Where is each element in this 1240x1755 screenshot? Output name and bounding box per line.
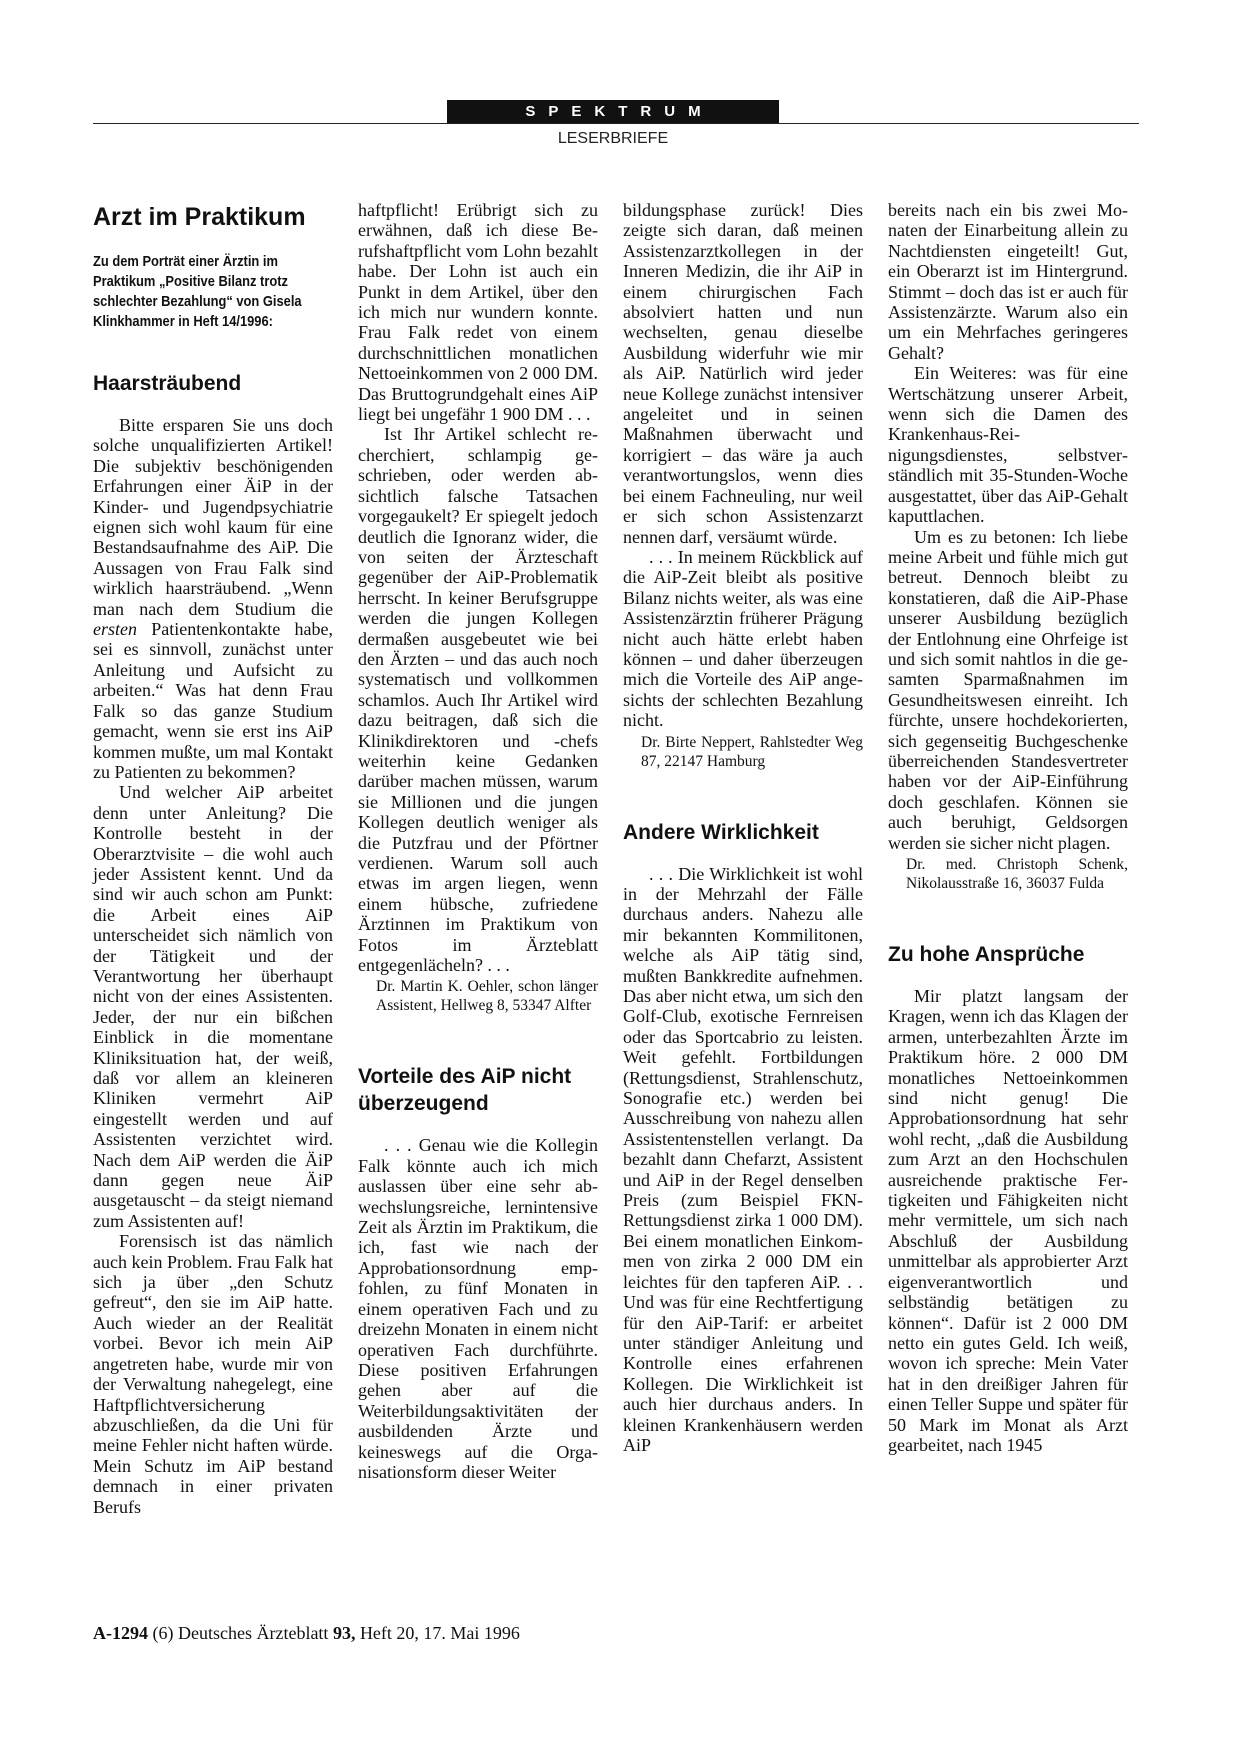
column-4 — [888, 200, 1128, 1455]
column-2 — [358, 200, 598, 1482]
paragraph: bereits nach ein bis zwei Monaten der Einarbeitung allein zu Nachtdiensten eingeteilt! Gut, ein Oberarzt ist im Hintergrund. Stimmt – doch das ist er auch für Assistenzärzte. Warum also ein um ein Mehrfaches geringeres Gehalt? — [888, 200, 1128, 363]
letter-heading: Haarsträubend — [93, 372, 242, 395]
volume-number: 93, — [332, 1623, 356, 1643]
letter-signature: Dr. med. Christoph Schenk, Nikolausstraße 16, 36037 Fulda — [906, 856, 1128, 892]
page-footer — [93, 1623, 993, 1644]
paragraph: bildungsphase zurück! Dies zeigte sich daran, daß meinen Assistenzarztkollegen in der Inneren Medizin, die ihr AiP in einem chirurgischen Fach absolviert hatten und nun wechselten, genau dieselbe Ausbildung widerfuhr wie mir als AiP. Natürlich wird jeder neue Kollege zunächst intensiver angeleitet und in seinen Maßnahmen überwacht und korrigiert – das wäre ja auch verantwortungslos, wenn dies bei einem Fachneuling, nur weil er sich schon Assistenzarzt nennen darf, versäumt würde. — [623, 200, 863, 547]
emphasis: ersten — [93, 619, 137, 640]
paragraph: . . . Die Wirklichkeit ist wohl in der Mehrzahl der Fälle durchaus anders. Nahezu alle mir bekannten Kommilitonen, welche als AiP tätig sind, mußten Bankkredite aufnehmen. Das aber nicht etwa, um sich den Golf-Club, exotische Fernreisen oder das Sportcabrio zu leisten. Weit gefehlt. Fortbildungen (Rettungsdienst, Strahlenschutz, Sonografie etc.) werden bei Ausschreibung von nahezu allen Assistentenstellen verlangt. Da bezahlt dann Chefarzt, Assistent und AiP in der Regel denselben Preis (zum Beispiel FKN-Rettungsdienst zirka 1 000 DM). Bei einem monatlichen Einkommen von zirka 2 000 DM ein leichtes für den tapferen AiP. . . Und was für eine Rechtfertigung für den AiP-Tarif: er arbeitet unter ständiger Anleitung und Kontrolle eines erfahrenen Kollegen. Die Wirklichkeit ist auch hier durchaus anders. In kleinen Krankenhäusern werden AiP — [623, 863, 863, 1455]
column-3 — [623, 200, 863, 1455]
paragraph: . . . Genau wie die Kollegin Falk könnte auch ich mich auslassen über eine sehr abwechslungsreiche, lernintensive Zeit als Ärztin im Praktikum, die ich, fast wie nach der Approbationsordnung empfohlen, zu fünf Monaten in einem operativen Fach und zu dreizehn Monaten in einem nicht operativen Fach durchführte. Diese positiven Erfahrungen gehen aber auf die Weiterbildungsaktivitäten der ausbildenden Ärzte und keineswegs auf die Organisationsform dieser Weiter — [358, 1135, 598, 1482]
paragraph: Um es zu betonen: Ich liebe meine Arbeit und fühle mich gut betreut. Dennoch bleibt zu konstatieren, daß die AiP-Phase unserer Ausbildung bezüglich der Entlohnung eine Ohrfeige ist und sich somit nahtlos in die gesamten Sparmaßnahmen im Gesundheitswesen einreiht. Ich fürchte, unsere hochdekorierten, sich gegenseitig Buchgeschenke überreichenden Standesvertreter haben vor der AiP-Einführung doch geschlafen. Können sie auch beruhigt, Geldsorgen werden sie sicher nicht plagen. — [888, 526, 1128, 853]
letter-heading: Zu hohe Ansprüche — [888, 943, 1085, 966]
paragraph: Ist Ihr Artikel schlecht recherchiert, schlampig geschrieben, oder werden absichtlich falsche Tatsachen vorgegaukelt? Er spiegelt jedoch deutlich die Ignoranz wider, die von seiten der Ärzteschaft gegenüber der AiP-Problematik herrscht. In keiner Berufsgruppe werden die jungen Kollegen dermaßen ausgebeutet wie bei den Ärzten – und das auch noch systematisch und vollkommen schamlos. Auch Ihr Artikel wird dazu beitragen, daß sich die Klinikdirektoren und -chefs weiterhin keine Gedanken darüber machen müssen, warum sie Millionen und die jungen Kollegen deutlich weniger als die Putzfrau und der Pförtner verdienen. Warum soll auch etwas im argen liegen, wenn einem hübsche, zufriedene Ärztinnen im Praktikum von Fotos im Ärzteblatt entgegenlächeln? . . . — [358, 424, 598, 976]
column-1 — [93, 200, 333, 1517]
paragraph: haftpflicht! Erübrigt sich zu erwähnen, daß ich diese Berufshaftpflicht vom Lohn bezahlt habe. Der Lohn ist auch ein Punkt in dem Artikel, über den ich mich nur wundern konnte. Frau Falk redet von einem durchschnittlichen monatlichen Nettoeinkommen von 2 000 DM. Das Bruttogrundgehalt eines AiP liegt bei ungefähr 1 900 DM . . . — [358, 200, 598, 425]
letter-heading: Vorteile des AiP nicht überzeugend — [358, 1065, 572, 1116]
section-banner: SPEKTRUM — [447, 100, 779, 123]
paragraph: Forensisch ist das nämlich auch kein Problem. Frau Falk hat sich ja über „den Schutz gefreut“, den sie im AiP hatte. Auch wieder an der Realität vorbei. Bevor ich mein AiP angetreten habe, wurde mir von der Verwaltung nahegelegt, eine Haftpflichtversicherung abzuschließen, da die Uni für meine Fehler nicht haften würde. Mein Schutz im AiP bestand demnach in einer privaten Berufs — [93, 1231, 333, 1517]
paragraph: Mir platzt langsam der Kragen, wenn ich das Klagen der armen, unterbezahlten Ärzte im Praktikum höre. 2 000 DM monatliches Nettoeinkommen sind nicht genug! Die Approbationsordnung hat sehr wohl recht, „daß die Ausbildung zum Arzt an den Hochschulen ausreichende praktische Fertigkeiten und Fähigkeiten nicht mehr vermittele, um sich nach Abschluß der Ausbildung unmittelbar als approbierter Arzt eigenverantwortlich und selbständig betätigen zu können“. Dafür ist 2 000 DM netto ein gutes Geld. Ich weiß, wovon ich spreche: Mein Vater hat in den dreißiger Jahren für einen Teller Suppe und später für 50 Mark im Monat als Arzt gearbeitet, nach 1945 — [888, 986, 1128, 1455]
header-rule — [93, 123, 1139, 124]
section-subtitle: LESERBRIEFE — [557, 130, 669, 147]
letter-signature: Dr. Martin K. Oehler, schon länger Assistent, Hellweg 8, 53347 Alfter — [376, 978, 598, 1015]
paragraph: Bitte ersparen Sie uns doch solche unqualifizierten Artikel! Die subjektiv beschönigenden Erfahrungen einer ÄiP in der Kinder- und Jugendpsychiatrie eignen sich wohl kaum für eine Bestandsaufnahme des AiP. Die Aussagen von Frau Falk sind wirklich haarsträubend. „Wenn man nach dem Studium die ersten Patientenkontakte habe, sei es sinnvoll, zunächst unter Anleitung und Aufsicht zu arbeiten.“ Was hat denn Frau Falk so das ganze Studium gemacht, wenn sie erst ins AiP kommen mußte, um mal Kontakt zu Patienten zu bekommen? — [93, 415, 333, 782]
paragraph: Ein Weiteres: was für eine Wertschätzung unserer Arbeit, wenn sich die Damen des Krankenhaus-Reinigungsdienstes, selbstverständlich mit 35-Stunden-Woche ausgestattet, über das AiP-Gehalt kaputtlachen. — [888, 363, 1128, 527]
page-number: A-1294 — [93, 1623, 148, 1643]
paragraph: . . . In meinem Rückblick auf die AiP-Zeit bleibt als positive Bilanz nichts weiter, als was eine Assistenzärztin früherer Prägung nicht auch hätte erlebt haben können – und daher überzeugen mich die Vorteile des AiP angesichts der schlechten Bezahlung nicht. — [623, 546, 863, 731]
letter-heading: Andere Wirklichkeit — [623, 820, 819, 844]
letter-signature: Dr. Birte Neppert, Rahlstedter Weg 87, 22147 Hamburg — [641, 733, 863, 770]
issue-date: Heft 20, 17. Mai 1996 — [359, 1623, 520, 1643]
journal-name: (6) Deutsches Ärzteblatt — [152, 1623, 329, 1643]
article-title: Arzt im Praktikum — [93, 203, 306, 231]
paragraph: Und welcher AiP arbeitet denn unter Anleitung? Die Kontrolle besteht in der Oberarztvisite – die wohl auch jeder Assistent kennt. Und da sind wir auch schon am Punkt: die Arbeit eines AiP unterscheidet sich nämlich von der Tätigkeit und der Verantwortung her überhaupt nicht von der eines Assistenten. Jeder, der nur ein bißchen Einblick in die momentane Kliniksituation hat, der weiß, daß vor allem an kleineren Kliniken vermehrt AiP eingestellt werden und auf Assistenten verzichtet wird. Nach dem AiP werden die ÄiP dann gegen neue ÄiP ausgetauscht – da steigt niemand zum Assistenten auf! — [93, 782, 333, 1231]
article-intro: Zu dem Porträt einer Ärztin im Praktikum „Positive Bilanz trotz schlechter Bezahlung“ von Gisela Klinkhammer in Heft 14/1996: — [93, 253, 302, 330]
